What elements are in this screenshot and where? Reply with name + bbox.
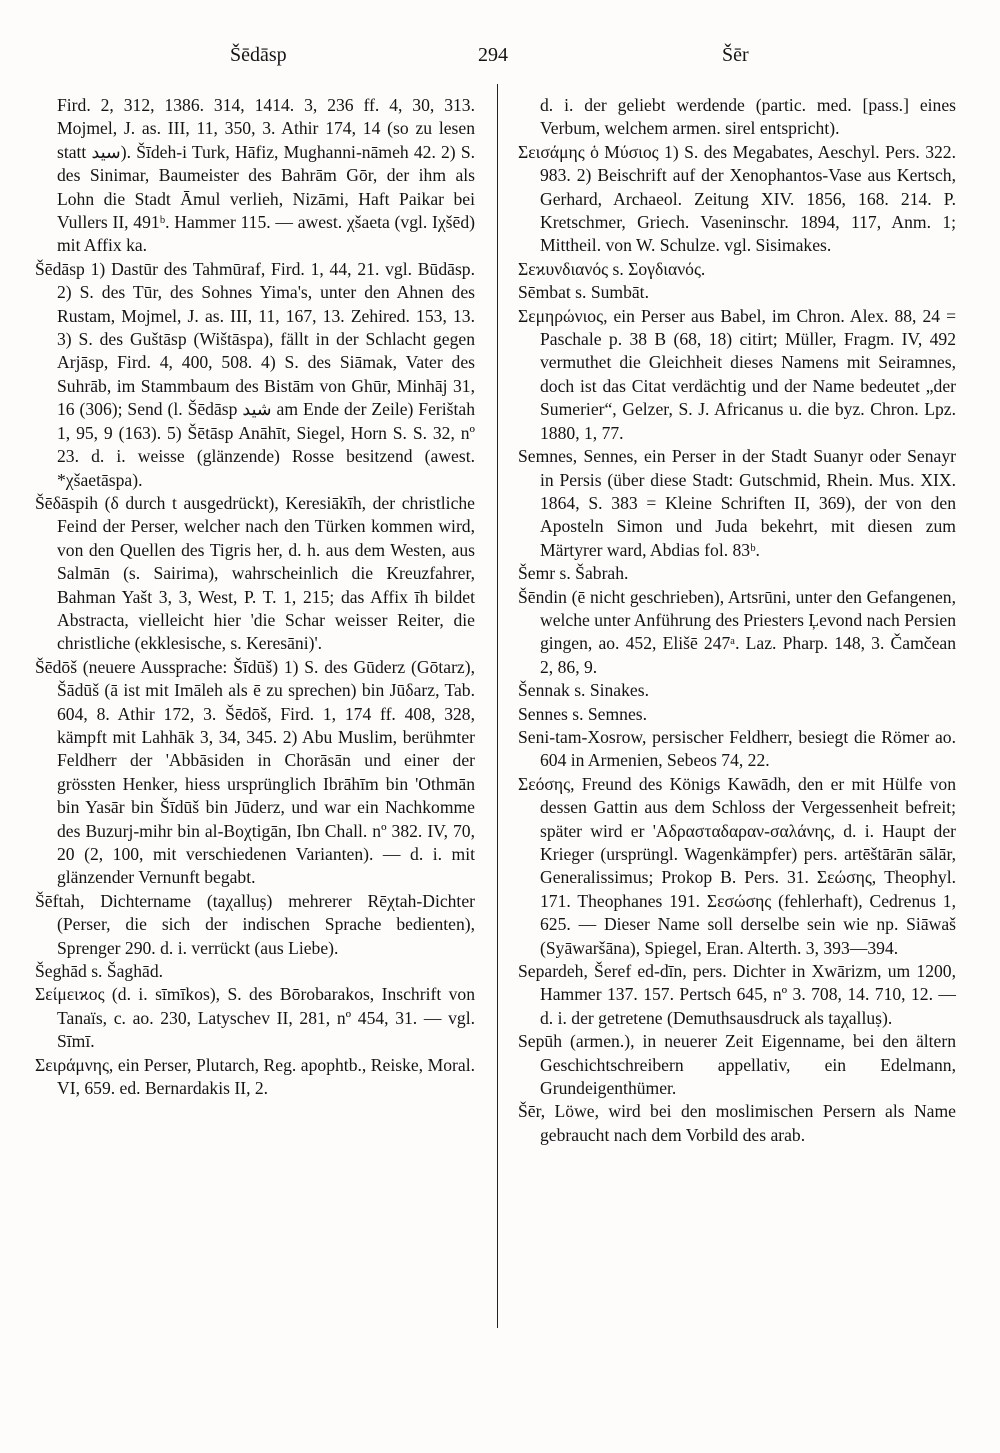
dictionary-entry: d. i. der geliebt werdende (partic. med. [pass.] eines Verbum, welchem armen. sirel entspricht). — [540, 95, 956, 139]
header-right-headword: Šēr — [722, 44, 749, 66]
dictionary-entry: Šennak s. Sinakes. — [518, 680, 649, 701]
column-divider — [497, 84, 498, 1328]
left-column — [35, 94, 475, 1100]
dictionary-entry: Šēdāsp 1) Dastūr des Tahmūraf, Fird. 1, 44, 21. vgl. Būdāsp. 2) S. des Tūr, des Sohnes Yima's, unter den Ahnen des Rustam, Mojmel, J. as. III, 11, 167, 13. Zehired. 153, 13. 3) S. des Guštāsp (Wištāspa), fällt in der Schlacht gegen Arjāsp, Fird. 4, 400, 508. 4) S. des Siāmak, Vater des Suhrāb, im Stammbaum des Bistām von Ghūr, Minhāj 31, 16 (306); Send (l. Šēdāsp ﺷﻴﺪ am Ende der Zeile) Ferištah 1, 95, 9 (163). 5) Šētāsp Anāhīt, Siegel, Horn S. S. 32, nº 23. d. i. weisse (glänzende) Rosse besitzend (awest. *χšaetāspa). — [35, 258, 475, 490]
dictionary-entry: Σεμηρώνιος, ein Perser aus Babel, im Chron. Alex. 88, 24 = Paschale p. 38 B (68, 18) citirt; Müller, Fragm. IV, 492 vermuthet die Gleichheit dieses Namens mit Seiramnes, doch ist das Citat verdächtig und der Name bedeutet „der Sumerier“, Gelzer, S. J. Africanus u. die byz. Chron. Lpz. 1880, 1, 77. — [518, 305, 956, 443]
dictionary-entry: Seni-tam-Xosrow, persischer Feldherr, besiegt die Römer ao. 604 in Armenien, Sebeos 74, 22. — [518, 726, 956, 771]
dictionary-entry: Sēmbat s. Sumbāt. — [518, 282, 649, 303]
right-column — [518, 94, 956, 1147]
dictionary-entry: Šēftah, Dichtername (taχalluṣ) mehrerer Rēχtah-Dichter (Perser, die sich der indischen Sprache bedienten), Sprenger 290. d. i. verrückt (aus Liebe). — [35, 890, 475, 958]
header-left-headword: Šēdāsp — [230, 44, 287, 66]
dictionary-entry: Fird. 2, 312, 1386. 314, 1414. 3, 236 ff. 4, 30, 313. Mojmel, J. as. III, 11, 350, 3. Athir 174, 14 (so zu lesen statt ﺳﻴﺪ). Šīdeh-i Turk, Hāfiz, Mughanni-nāmeh 42. 2) S. des Sinimar, Baumeister des Bahrām Gōr, der ihm als Lohn die Stadt Āmul verlieh, Nizāmi, Haft Paikar bei Vullers II, 491ᵇ. Hammer 115. — awest. χšaeta (vgl. Iχšēd) mit Affix ka. — [57, 95, 475, 256]
page-number: 294 — [478, 44, 508, 66]
dictionary-entry: Σεϰυνδιανός s. Σογδιανός. — [518, 258, 706, 279]
dictionary-entry: Sepūh (armen.), in neuerer Zeit Eigenname, bei den ältern Geschichtschreibern appellativ, ein Edelmann, Grundeigenthümer. — [518, 1031, 956, 1099]
dictionary-entry: Σείμειϰος (d. i. sīmīkos), S. des Bōrobarakos, Inschrift von Tanaïs, c. ao. 230, Latyschev II, 281, nº 454, 31. — vgl. Sīmī. — [35, 984, 475, 1052]
dictionary-entry: Šemr s. Šabrah. — [518, 563, 629, 584]
dictionary-entry: Σεόσης, Freund des Königs Kawādh, den er mit Hülfe von dessen Gattin aus dem Schloss der Vergessenheit befreit; später wird er 'Αδρασταδαραν-σαλάνης, d. i. Haupt der Krieger (ursprüngl. Wagenkämpfer) pers. artēštārān sālār, Generalissimus; Prokop B. Pers. 31. Σεώσης, Theophyl. 171. Theophanes 191. Σεσώσης (fehlerhaft), Cedrenus 1, 625. — Dieser Name soll derselbe sein wie np. Siāwaš (Syāwaršāna), Spiegel, Eran. Alterth. 3, 393—394. — [518, 773, 956, 958]
dictionary-entry: Šēδāspih (δ durch t ausgedrückt), Keresiākīh, der christliche Feind der Perser, welcher nach den Türken kommen wird, von den Quellen des Tigris her, d. h. aus dem Westen, aus Salmān (s. Sairima), wahrscheinlich die Kreuzfahrer, Bahman Yašt 3, 3, West, P. T. 1, 215; das Affix īh bildet Abstracta, vielleicht hier 'die Schar weisser Reiter, die christliche (ekklesische, s. Keresāni)'. — [35, 492, 475, 654]
dictionary-entry: Šēdōš (neuere Aussprache: Šīdūš) 1) S. des Gūderz (Gōtarz), Šādūš (ā ist mit Imāleh als ē zu sprechen) bin Jūδarz, Tab. 604, 8. Athir 172, 3. Šēdōš, Fird. 1, 174 ff. 408, 328, kämpft mit Lahhāk 3, 34, 345. 2) Abu Muslim, berühmter Feldherr der 'Abbāsiden in Chorāsān und einer der grössten Henker, hiess ursprünglich Ibrāhīm bin 'Othmān bin Yasār bin Šīdūš bin Jūderz, und war ein Nachkomme des Buzurj-mihr bin al-Boχtigān, Ibn Chall. nº 382. IV, 70, 20 (2, 100, mit verschiedenen Varianten). — d. i. mit glänzender Vernunft begabt. — [35, 656, 475, 888]
dictionary-entry: Šeghād s. Šaghād. — [35, 961, 164, 982]
dictionary-entry: Σεισάμης ὁ Μύσιος 1) S. des Megabates, Aeschyl. Pers. 322. 983. 2) Beischrift auf der Xenophantos-Vase aus Kertsch, Gerhard, Archaeol. Zeitung XIV. 1856, 168. 214. P. Kretschmer, Griech. Vaseninschr. 1894, 117, Anm. 1; Mittheil. von W. Schulze. vgl. Sisimakes. — [518, 141, 956, 256]
dictionary-entry: Šēr, Löwe, wird bei den moslimischen Persern als Name gebraucht nach dem Vorbild des arab. — [518, 1101, 956, 1145]
dictionary-entry: Šēndin (ē nicht geschrieben), Artsrūni, unter den Gefangenen, welche unter Anführung des Priesters Ļevond nach Persien gingen, ao. 452, Elišē 247ᵃ. Laz. Pharp. 148, 3. Čamčean 2, 86, 9. — [518, 586, 956, 677]
dictionary-entry: Semnes, Sennes, ein Perser in der Stadt Suanyr oder Senayr in Persis (über diese Stadt: Gutschmid, Rhein. Mus. XIX. 1864, S. 383 = Kleine Schriften II, 369), der von den Aposteln Simon und Juda bekehrt, mit diesen zum Märtyrer ward, Abdias fol. 83ᵇ. — [518, 446, 956, 560]
dictionary-entry: Σειράμνης, ein Perser, Plutarch, Reg. apophtb., Reiske, Moral. VI, 659. ed. Bernardakis II, 2. — [35, 1054, 475, 1099]
dictionary-entry: Sennes s. Semnes. — [518, 703, 648, 724]
running-header — [0, 44, 1000, 74]
dictionary-entry: Separdeh, Šeref ed-dīn, pers. Dichter in Xwārizm, um 1200, Hammer 137. 157. Pertsch 645, nº 3. 708, 14. 710, 12. — d. i. der getretene (Demuthsausdruck als taχalluṣ). — [518, 961, 956, 1028]
